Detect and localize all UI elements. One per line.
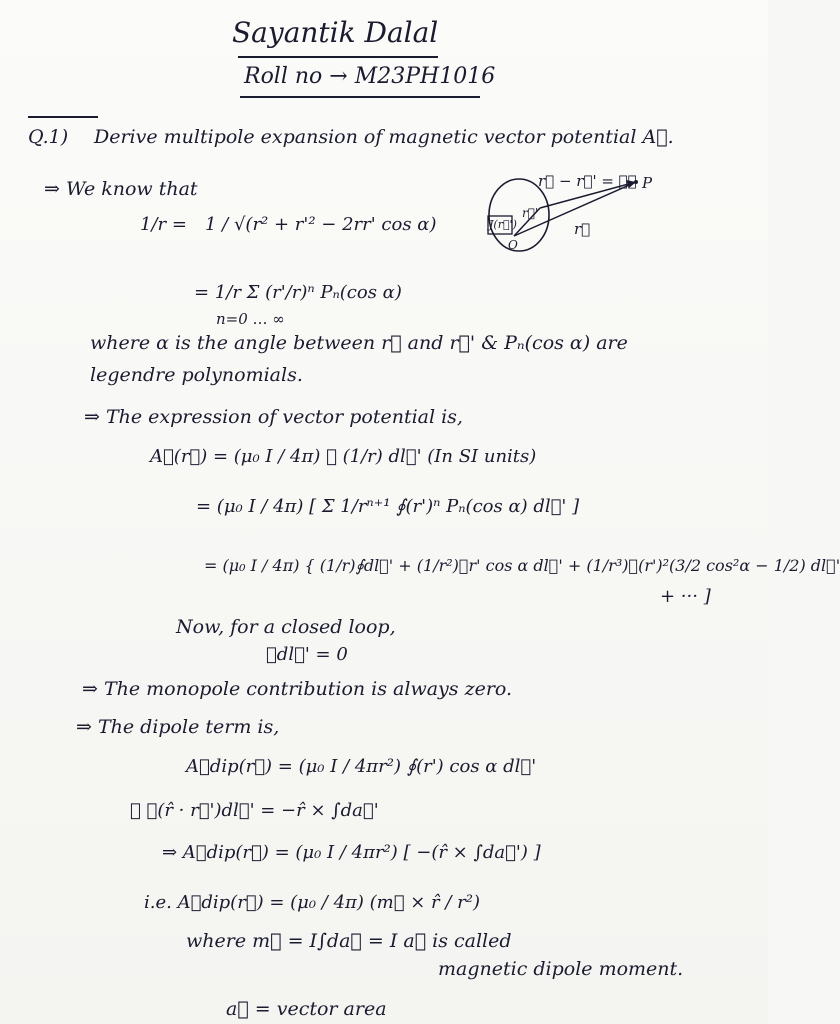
legendre-series: = 1/r Σ (r'/r)ⁿ Pₙ(cos α): [194, 282, 402, 303]
magnetic-moment-line: magnetic dipole moment.: [438, 958, 684, 980]
roll-number: Roll no → M23PH1016: [244, 64, 496, 89]
dipole-final: i.e. A⃗dip(r⃗) = (μ₀ / 4π) (m⃗ × r̂ / r²): [144, 892, 480, 913]
diagram-point-label: P: [642, 174, 653, 192]
vector-area-line: a⃗ = vector area: [226, 998, 387, 1020]
diagram-r-label: r⃗: [574, 220, 591, 238]
inv-r-lhs: 1/r =: [140, 214, 187, 235]
author-name: Sayantik Dalal: [232, 16, 439, 49]
expansion-tail: + ··· ]: [660, 586, 711, 607]
inv-r-rhs: 1 / √(r² + r'² − 2rr' cos α): [205, 214, 437, 235]
diagram-current-label: J(r⃗'): [489, 218, 517, 231]
diagram-rprime-label: r⃗': [522, 206, 539, 220]
vector-potential-series: = (μ₀ I / 4π) [ Σ 1/rⁿ⁺¹ ∮(r')ⁿ Pₙ(cos α) dl⃗' ]: [196, 496, 580, 517]
question-number: Q.1): [28, 126, 69, 148]
where-m-line: where m⃗ = I∫da⃗ = I a⃗ is called: [186, 930, 512, 952]
legendre-line: legendre polynomials.: [90, 364, 303, 386]
we-know-line: ⇒ We know that: [44, 178, 198, 200]
diagram-origin-label: O: [508, 238, 518, 252]
question-text: Derive multipole expansion of magnetic vector potential A⃗.: [94, 126, 674, 148]
dipole-potential-2: ⇒ A⃗dip(r⃗) = (μ₀ I / 4πr²) [ −(r̂ × ∫da⃗') ]: [162, 842, 541, 863]
diagram-top-label: r⃗ − r⃗' = 𝓇⃗: [538, 172, 637, 190]
identity-line: ∴ ∮(r̂ · r⃗')dl⃗' = −r̂ × ∫da⃗': [130, 800, 379, 821]
closed-loop-equation: ∮dl⃗' = 0: [266, 644, 348, 665]
sum-limits: n=0 … ∞: [216, 310, 285, 328]
where-alpha-line: where α is the angle between r⃗ and r⃗' & Pₙ(cos α) are: [90, 332, 628, 354]
monopole-line: ⇒ The monopole contribution is always zero.: [82, 678, 513, 700]
vector-potential-expansion: = (μ₀ I / 4π) { (1/r)∮dl⃗' + (1/r²)∮r' cos α dl⃗' + (1/r³)∮(r')²(3/2 cos²α − 1/2) dl⃗': [204, 556, 840, 575]
vector-potential-definition: A⃗(r⃗) = (μ₀ I / 4π) ∮ (1/r) dl⃗' (In SI units): [150, 446, 537, 467]
dipole-term-line: ⇒ The dipole term is,: [76, 716, 280, 738]
expression-line: ⇒ The expression of vector potential is,: [84, 406, 463, 428]
closed-loop-line: Now, for a closed loop,: [176, 616, 396, 638]
dipole-potential: A⃗dip(r⃗) = (μ₀ I / 4πr²) ∮(r') cos α dl⃗': [186, 756, 537, 777]
